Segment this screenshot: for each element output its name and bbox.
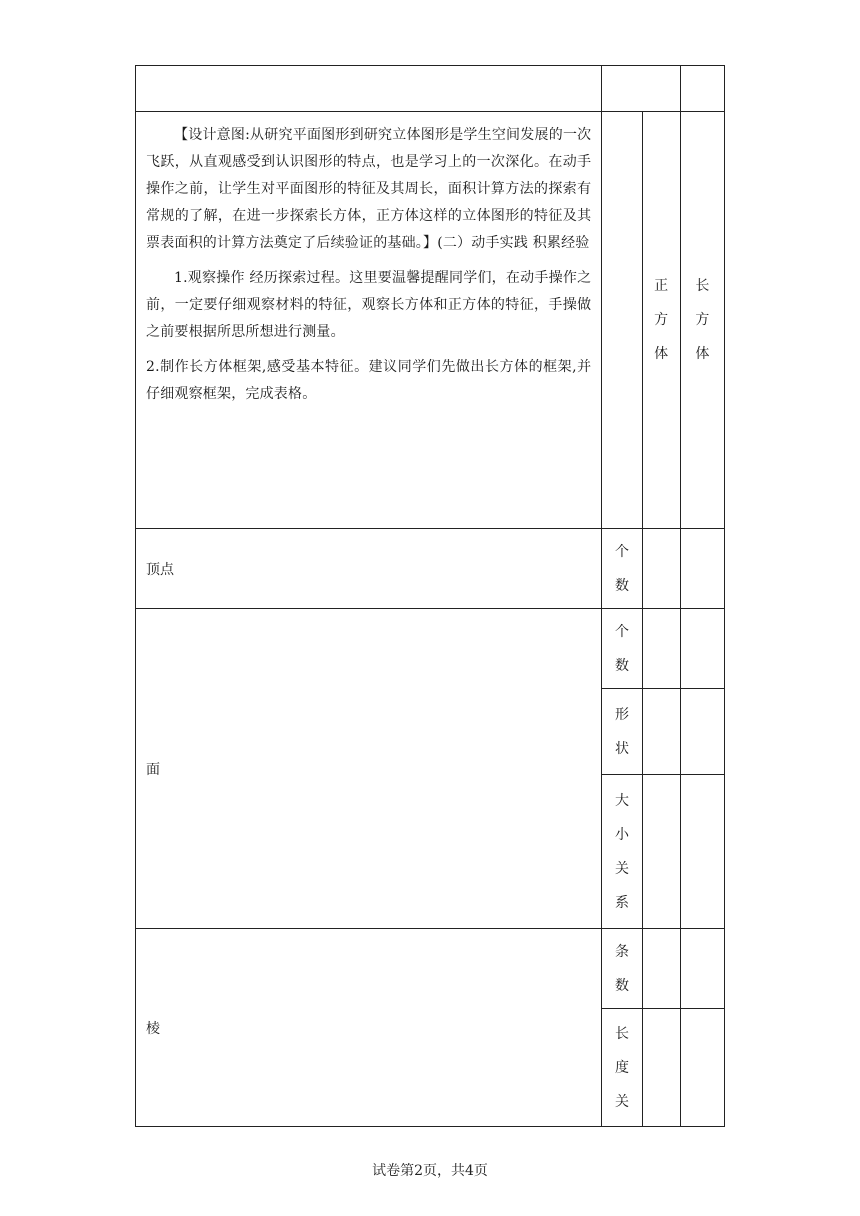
blank-cell (602, 112, 642, 529)
empty-cell (680, 66, 724, 112)
header-cube-char: 方 (654, 312, 669, 328)
header-cube-char: 正 (654, 278, 669, 294)
sub-label-char: 状 (614, 740, 629, 757)
header-cuboid-char: 体 (695, 346, 710, 362)
sub-label-face-size (602, 775, 642, 929)
answer-cell[interactable] (680, 609, 724, 689)
answer-cell[interactable] (642, 1009, 680, 1127)
sub-label-char: 数 (614, 577, 629, 594)
header-cuboid (680, 112, 724, 529)
answer-cell[interactable] (680, 689, 724, 775)
sub-label-char: 度 (614, 1059, 629, 1076)
make-frame-paragraph: 2.制作长方体框架,感受基本特征。建议同学们先做出长方体的框架,并仔细观察框架，完成表格。 (146, 359, 592, 402)
sub-label-edge-length (602, 1009, 642, 1127)
sub-label-char: 关 (614, 1093, 629, 1110)
sub-label-char: 形 (614, 706, 629, 723)
header-cube (642, 112, 680, 529)
answer-cell[interactable] (680, 775, 724, 929)
sub-label-char: 数 (614, 977, 629, 994)
table-row-face-count (136, 609, 725, 689)
feature-table (135, 65, 725, 1127)
row-label-face: 面 (136, 609, 602, 929)
sub-label-char: 小 (614, 826, 629, 843)
table-row-edge-count (136, 929, 725, 1009)
header-cube-char: 体 (654, 346, 669, 362)
empty-cell (136, 66, 602, 112)
row-label-edge: 棱 (136, 929, 602, 1127)
answer-cell[interactable] (642, 609, 680, 689)
sub-label-char: 长 (614, 1025, 629, 1042)
answer-cell[interactable] (680, 529, 724, 609)
intro-cell (136, 112, 602, 529)
design-intent-paragraph: 【设计意图:从研究平面图形到研究立体图形是学生空间发展的一次飞跃，从直观感受到认识图形的特点，也是学习上的一次深化。在动手操作之前，让学生对平面图形的特征及其周长，面积计算方法的探索有常规的了解，在进一步探索长方体，正方体这样的立体图形的特征及其票表面积的计算方法奠定了后续验证的基础。】(二）动手实践 积累经验 (146, 127, 592, 251)
table-row-vertex (136, 529, 725, 609)
answer-cell[interactable] (642, 775, 680, 929)
sub-label-edge-count (602, 929, 642, 1009)
sub-label-char: 条 (614, 943, 629, 960)
row-label-vertex: 顶点 (136, 529, 602, 609)
sub-label-face-shape (602, 689, 642, 775)
header-cuboid-char: 方 (695, 312, 710, 328)
answer-cell[interactable] (642, 929, 680, 1009)
sub-label-vertex-count (602, 529, 642, 609)
page-footer: 试卷第2页，共4页 (372, 1163, 488, 1179)
sub-label-char: 数 (614, 657, 629, 674)
intro-text (146, 122, 591, 408)
table-row-intro (136, 112, 725, 529)
answer-cell[interactable] (642, 529, 680, 609)
sub-label-char: 大 (614, 792, 629, 809)
observe-paragraph: 1.观察操作 经历探索过程。这里要温馨提醒同学们，在动手操作之前，一定要仔细观察材料的特征，观察长方体和正方体的特征，手操做之前要根据所思所想进行测量。 (146, 270, 592, 340)
sub-label-face-count (602, 609, 642, 689)
sub-label-char: 个 (614, 623, 629, 640)
header-cuboid-char: 长 (695, 278, 710, 294)
answer-cell[interactable] (680, 929, 724, 1009)
sub-label-char: 系 (614, 894, 629, 911)
sub-label-char: 关 (614, 860, 629, 877)
table-row-empty (136, 66, 725, 112)
empty-cell (602, 66, 680, 112)
answer-cell[interactable] (680, 1009, 724, 1127)
answer-cell[interactable] (642, 689, 680, 775)
sub-label-char: 个 (614, 543, 629, 560)
